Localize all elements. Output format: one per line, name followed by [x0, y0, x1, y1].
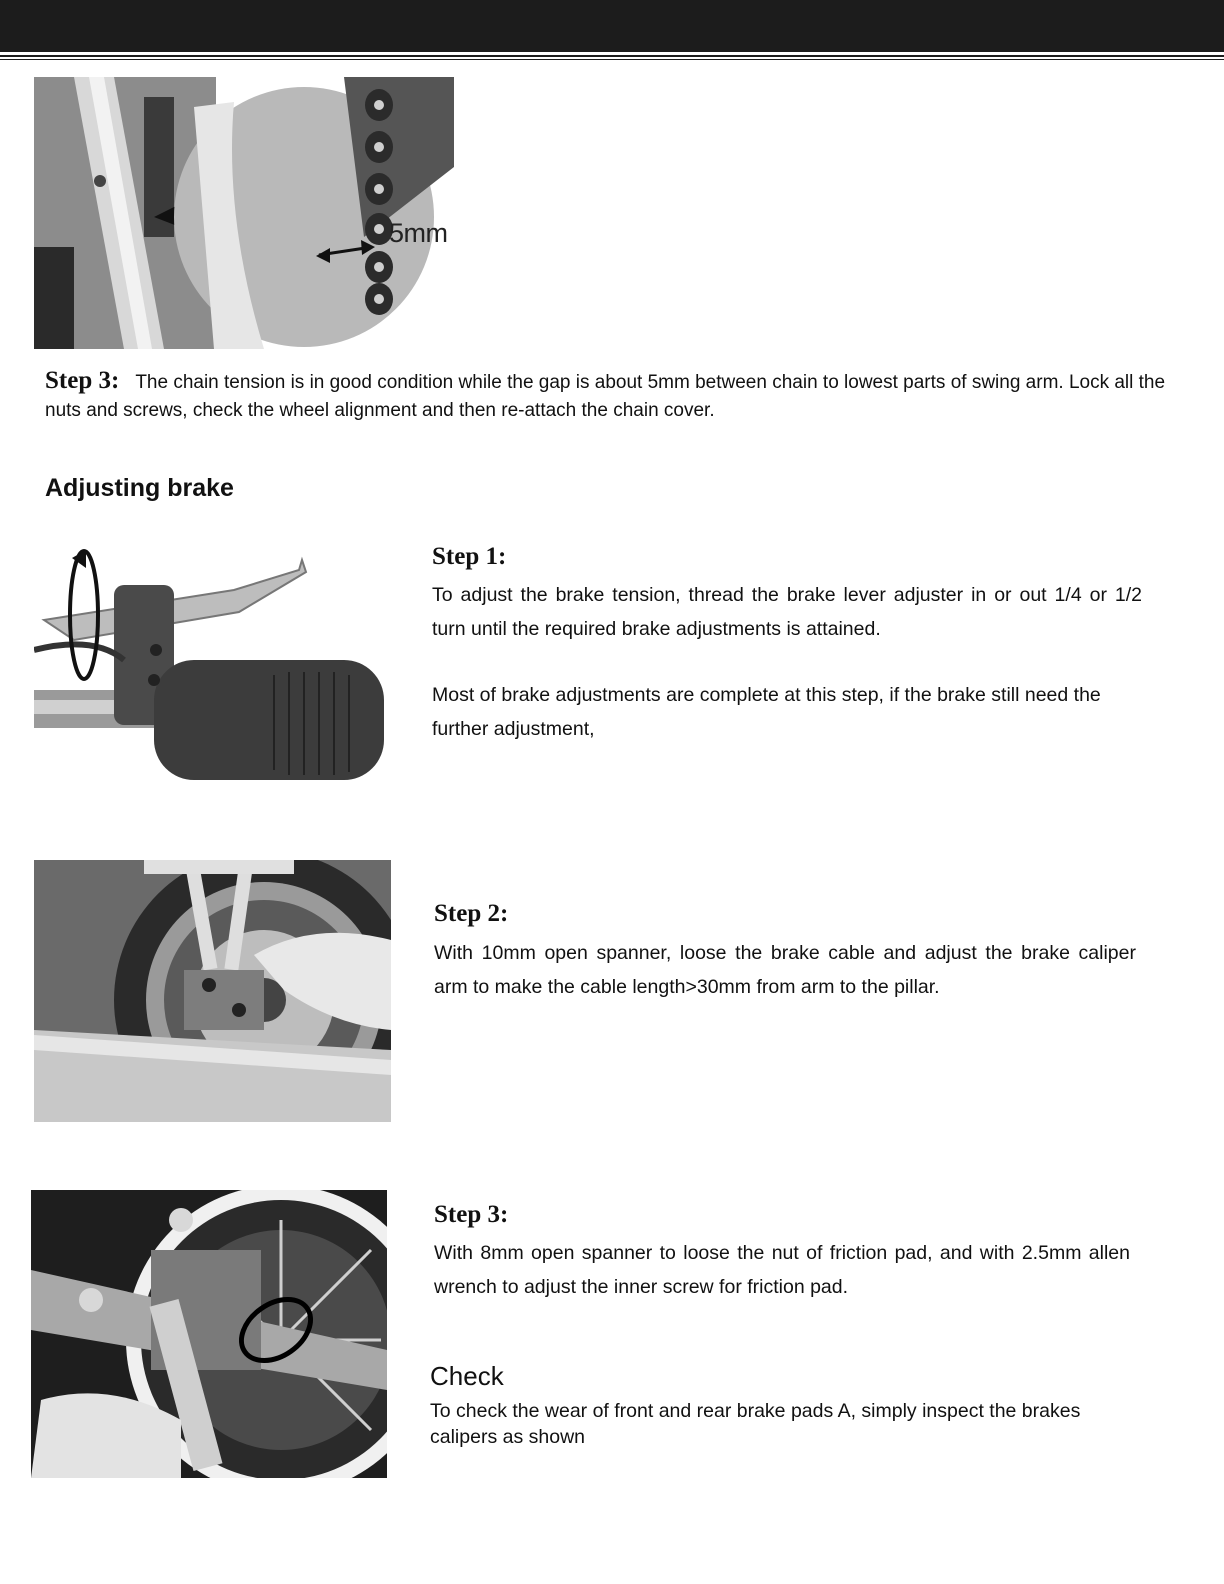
brake-caliper-photo [34, 860, 391, 1122]
chain-step3-text: The chain tension is in good condition while the gap is about 5mm between chain to lowest parts of swing arm. Lock all the nuts and screws, check the wheel alignment and then re-attach the chain cover. [45, 372, 1166, 421]
brake-step1-text: To adjust the brake tension, thread the brake lever adjuster in or out 1/4 or 1/2 turn until the required brake adjustments is attained. [432, 584, 1142, 640]
header-rule-thin [0, 59, 1224, 60]
header-rule [0, 55, 1224, 57]
chain-step3-label: Step 3: [45, 367, 120, 394]
brake-step1-label: Step 1: [432, 543, 507, 570]
brake-step2-text: With 10mm open spanner, loose the brake cable and adjust the brake caliper arm to make the cable length>30mm from arm to the pillar. [434, 942, 1136, 998]
header-bar [0, 0, 1224, 52]
check-text: To check the wear of front and rear brake pads A, simply inspect the brakes calipers as shown [430, 1400, 1081, 1448]
section-title: Adjusting brake [45, 474, 234, 502]
brake-step1-note: Most of brake adjustments are complete at this step, if the brake still need the further adjustment, [432, 684, 1101, 740]
brake-step2-label: Step 2: [434, 900, 509, 927]
brake-lever-photo [34, 540, 388, 788]
friction-pad-photo [31, 1190, 387, 1478]
chain-step3-paragraph [45, 367, 1185, 425]
brake-step3-label: Step 3: [434, 1201, 509, 1228]
check-label: Check [430, 1361, 504, 1391]
chain-tension-photo [34, 77, 454, 349]
gap-label: 5mm [389, 218, 448, 248]
brake-step3-text: With 8mm open spanner to loose the nut of friction pad, and with 2.5mm allen wrench to adjust the inner screw for friction pad. [434, 1242, 1130, 1298]
